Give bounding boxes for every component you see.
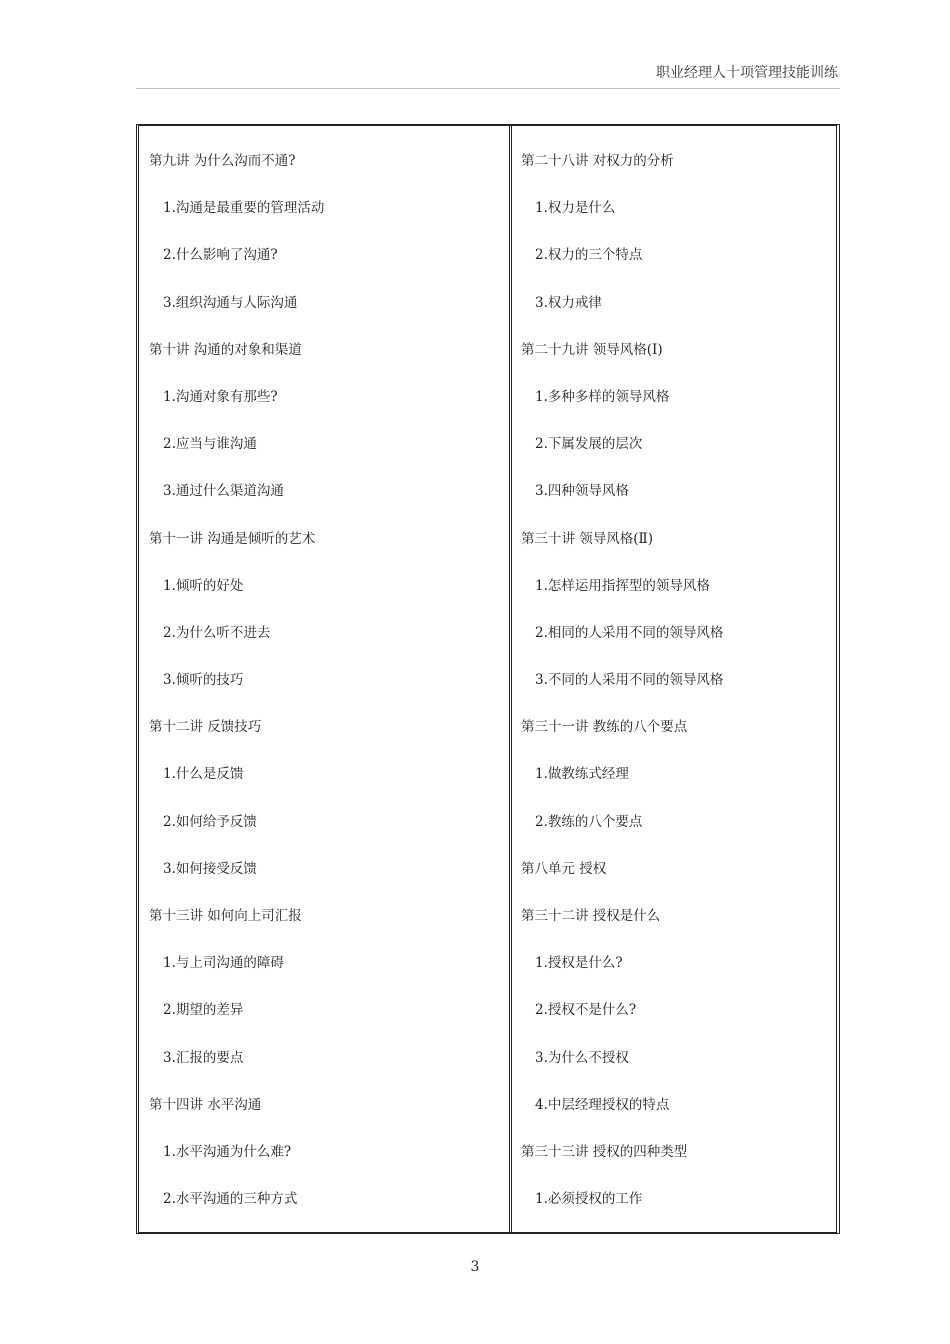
- outline-item: 2.为什么听不进去: [163, 624, 271, 641]
- outline-item: 1.权力是什么: [535, 200, 616, 217]
- outline-item: 1.倾听的好处: [163, 577, 244, 594]
- outline-item: 1.做教练式经理: [535, 766, 629, 783]
- outline-item: 1.授权是什么?: [535, 955, 623, 972]
- outline-item: 3.倾听的技巧: [163, 672, 244, 689]
- page-number: 3: [470, 1259, 480, 1275]
- outline-item: 3.为什么不授权: [535, 1049, 629, 1066]
- outline-item: 2.下属发展的层次: [535, 436, 643, 453]
- lecture-heading: 第三十一讲 教练的八个要点: [521, 719, 688, 736]
- lecture-heading: 第十讲 沟通的对象和渠道: [149, 341, 302, 358]
- outline-item: 1.水平沟通为什么难?: [163, 1143, 292, 1160]
- outline-item: 2.相同的人采用不同的领导风格: [535, 624, 724, 641]
- outline-item: 3.如何接受反馈: [163, 860, 257, 877]
- outline-item: 3.通过什么渠道沟通: [163, 483, 284, 500]
- outline-item: 1.与上司沟通的障碍: [163, 955, 284, 972]
- outline-item: 1.怎样运用指挥型的领导风格: [535, 577, 710, 594]
- outline-item: 3.权力戒律: [535, 294, 602, 311]
- lecture-heading: 第八单元 授权: [521, 860, 607, 877]
- outline-item: 3.汇报的要点: [163, 1049, 244, 1066]
- syllabus-table: [136, 124, 840, 1234]
- outline-item: 1.沟通是最重要的管理活动: [163, 200, 325, 217]
- lecture-heading: 第十四讲 水平沟通: [149, 1096, 262, 1113]
- outline-item: 3.四种领导风格: [535, 483, 629, 500]
- outline-item: 1.多种多样的领导风格: [535, 388, 670, 405]
- outline-item: 2.水平沟通的三种方式: [163, 1191, 298, 1208]
- outline-item: 2.教练的八个要点: [535, 813, 643, 830]
- outline-item: 3.组织沟通与人际沟通: [163, 294, 298, 311]
- lecture-heading: 第十二讲 反馈技巧: [149, 719, 262, 736]
- lecture-heading: 第三十三讲 授权的四种类型: [521, 1143, 688, 1160]
- lecture-heading: 第二十八讲 对权力的分析: [521, 153, 674, 169]
- outline-item: 2.权力的三个特点: [535, 247, 643, 264]
- lecture-heading: 第三十讲 领导风格(Ⅱ): [521, 530, 654, 547]
- column-divider: [509, 126, 512, 1232]
- outline-item: 1.沟通对象有那些?: [163, 388, 278, 405]
- outline-item: 2.什么影响了沟通?: [163, 247, 278, 264]
- header-rule: [136, 88, 840, 89]
- outline-item: 1.必须授权的工作: [535, 1191, 643, 1208]
- right-column: [521, 126, 831, 1211]
- outline-item: 4.中层经理授权的特点: [535, 1096, 670, 1113]
- outline-item: 2.期望的差异: [163, 1002, 244, 1019]
- outline-item: 2.授权不是什么?: [535, 1002, 637, 1019]
- outline-item: 2.如何给予反馈: [163, 813, 257, 830]
- running-header: 职业经理人十项管理技能训练: [656, 65, 838, 81]
- outline-item: 1.什么是反馈: [163, 766, 244, 783]
- left-column: [149, 126, 504, 1211]
- lecture-heading: 第十三讲 如何向上司汇报: [149, 908, 302, 924]
- outline-item: 2.应当与谁沟通: [163, 436, 257, 453]
- lecture-heading: 第九讲 为什么沟而不通?: [149, 153, 296, 169]
- lecture-heading: 第三十二讲 授权是什么: [521, 908, 661, 924]
- lecture-heading: 第十一讲 沟通是倾听的艺术: [149, 530, 316, 547]
- lecture-heading: 第二十九讲 领导风格(Ⅰ): [521, 341, 663, 358]
- outline-item: 3.不同的人采用不同的领导风格: [535, 672, 724, 689]
